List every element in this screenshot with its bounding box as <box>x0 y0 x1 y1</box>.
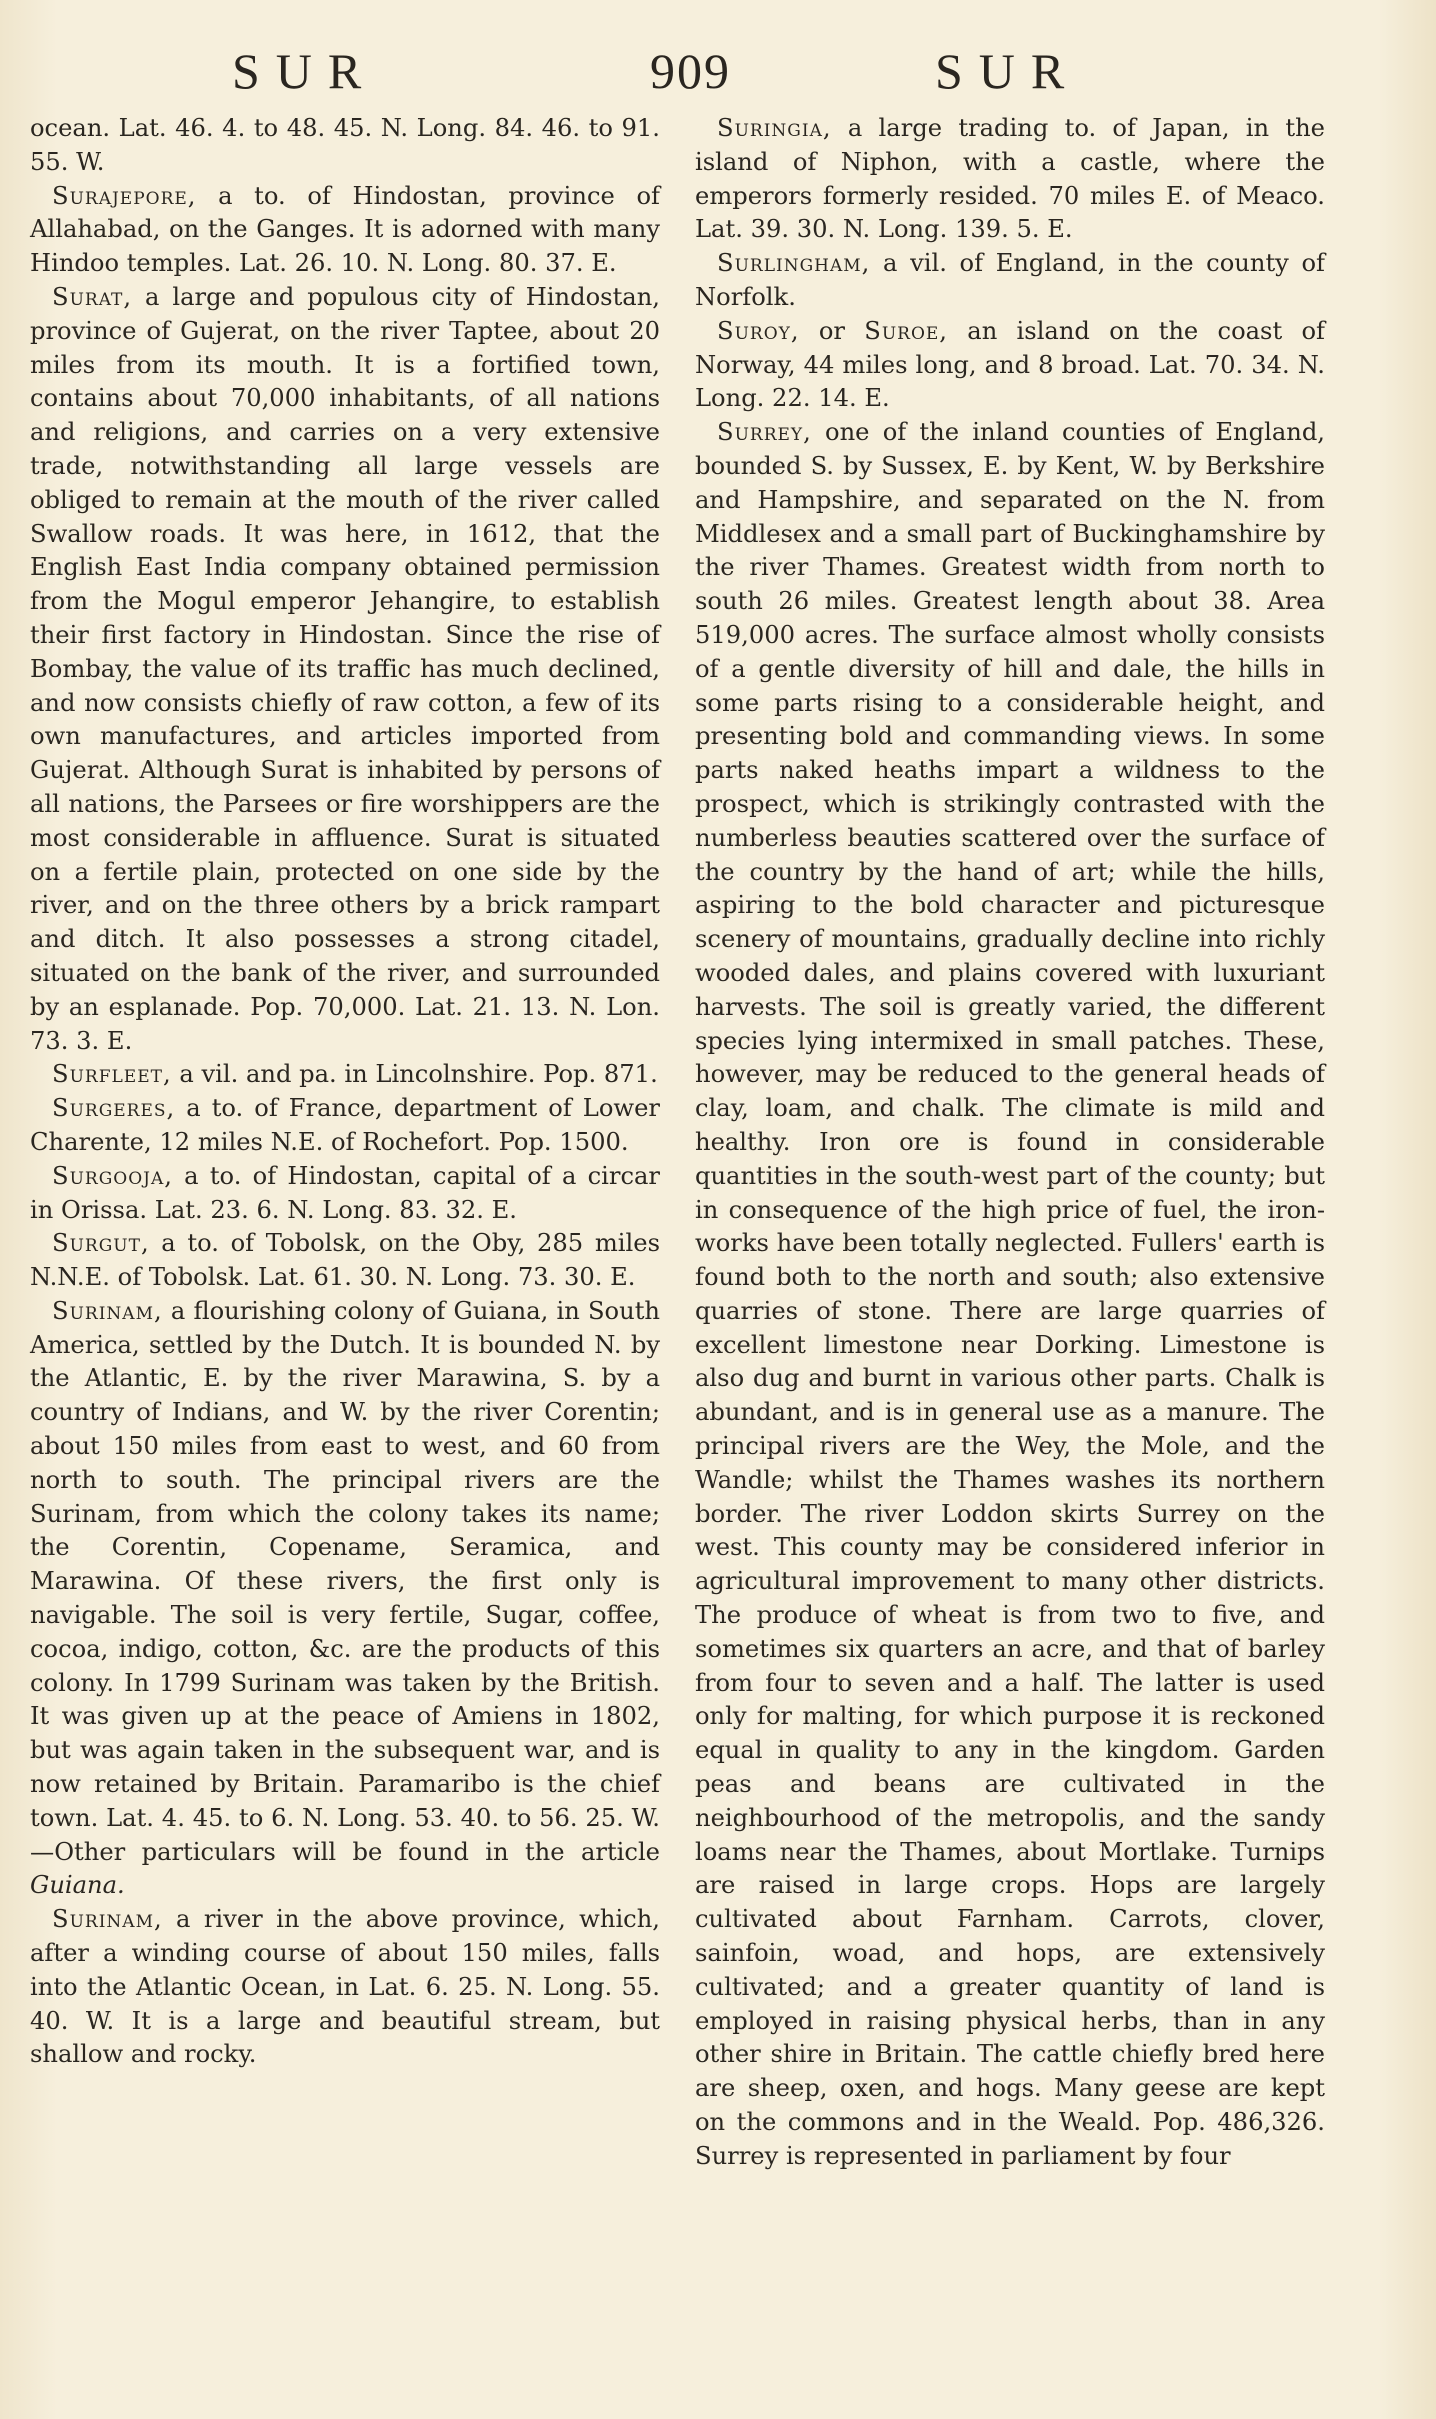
entry-text: a to. of France, department of Lower Charente, 12 miles N.E. of Rochefort. Pop. 1500. <box>30 1094 660 1156</box>
entry-text: ocean. Lat. 46. 4. to 48. 45. N. Long. 84. 46. to 91. 55. W. <box>30 114 660 176</box>
entry-headword: Suroy, <box>717 316 800 345</box>
entry-alt-headword: Suroe, <box>864 316 948 345</box>
entry-text: a vil. of England, in the county of Norfolk. <box>695 249 1325 311</box>
entry-surlingham <box>695 247 1325 315</box>
entry-text: a flourishing colony of Guiana, in South America, settled by the Dutch. It is bounded N. by the Atlantic, E. by the river Marawina, S. by a country of Indians, and W. by the river Corentin; about 150 miles from east to west, and 60 from north to south. The principal rivers are the Surinam, from which the colony takes its name; the Corentin, Copename, Seramica, and Marawina. Of these rivers, the first only is navigable. The soil is very fertile, Sugar, coffee, cocoa, indigo, cotton, &c. are the products of this colony. In 1799 Surinam was taken by the British. It was given up at the peace of Amiens in 1802, but was again taken in the subsequent war, and is now retained by Britain. Paramaribo is the chief town. Lat. 4. 45. to 6. N. Long. 53. 40. to 56. 25. W.—Other particulars will be found in the article <box>30 1296 660 1866</box>
entry-suringia <box>695 112 1325 247</box>
entry-headword: Surfleet, <box>52 1060 172 1089</box>
entry-text: one of the inland counties of England, bounded S. by Sussex, E. by Kent, W. by Berkshire and Hampshire, and separated on the N. from Middlesex and a small part of Buckinghamshire by the river Thames. Greatest width from north to south 26 miles. Greatest length about 38. Area 519,000 acres. The surface almost wholly consists of a gentle diversity of hill and dale, the hills in some parts rising to a considerable height, and presenting bold and commanding views. In some parts naked heaths impart a wildness to the prospect, which is strikingly contrasted with the numberless beauties scattered over the surface of the country by the hand of art; while the hills, aspiring to the bold character and picturesque scenery of mountains, gradually decline into richly wooded dales, and plains covered with luxuriant harvests. The soil is greatly varied, the different species lying intermixed in small patches. These, however, may be reduced to the general heads of clay, loam, and chalk. The climate is mild and healthy. Iron ore is found in considerable quantities in the south-west part of the county; but in consequence of the high price of fuel, the iron-works have been totally neglected. Fullers' earth is found both to the north and south; also extensive quarries of stone. There are large quarries of excellent limestone near Dorking. Limestone is also dug and burnt in various other parts. Chalk is abundant, and is in general use as a manure. The principal rivers are the Wey, the Mole, and the Wandle; whilst the Thames washes its northern border. The river Loddon skirts Surrey on the west. This county may be considered inferior in agricultural improvement to many other districts. The produce of wheat is from two to five, and sometimes six quarters an acre, and that of barley from four to seven and a half. The latter is used only for malting, for which purpose it is reckoned equal in quality to any in the kingdom. Garden peas and beans are cultivated in the neighbourhood of the metropolis, and the sandy loams near the Thames, about Mortlake. Turnips are raised in large crops. Hops are largely cultivated about Farnham. Carrots, clover, sainfoin, woad, and hops, are extensively cultivated; and a greater quantity of land is employed in raising physical herbs, than in any other shire in Britain. The cattle chiefly bred here are sheep, oxen, and hogs. Many geese are kept on the commons and in the Weald. Pop. 486,326. Surrey is represented in parliament by four <box>695 418 1325 2170</box>
entry-text: a to. of Tobolsk, on the Oby, 285 miles N.N.E. of Tobolsk. Lat. 61. 30. N. Long. 73. 30. E. <box>30 1229 660 1292</box>
entry-continuation <box>30 112 660 180</box>
right-column <box>695 112 1325 2174</box>
header-right-word: SUR <box>935 43 1081 99</box>
entry-headword: Suringia, <box>717 114 832 142</box>
entry-text: a to. of Hindostan, capital of a circar in Orissa. Lat. 23. 6. N. Long. 83. 32. E. <box>30 1161 660 1224</box>
entry-text: a river in the above province, which, after a winding course of about 150 miles, falls into the Atlantic Ocean, in Lat. 6. 25. N. Long. 55. 40. W. It is a large and beautiful stream, but shallow and rocky. <box>30 1905 660 2069</box>
entry-headword: Surrey, <box>717 418 812 447</box>
entry-headword: Surgooja, <box>52 1161 173 1190</box>
entry-surinam-colony <box>30 1295 660 1903</box>
entry-surgooja <box>30 1160 660 1228</box>
entry-suroy <box>695 315 1325 416</box>
entry-headword: Surat, <box>52 282 133 311</box>
entry-text: a large trading to. of Japan, in the island of Niphon, with a castle, where the emperors formerly resided. 70 miles E. of Meaco. Lat. 39. 30. N. Long. 139. 5. E. <box>695 114 1325 244</box>
entry-surgeres <box>30 1092 660 1160</box>
entry-headword: Surajepore, <box>52 181 197 210</box>
entry-headword: Surgut, <box>52 1229 150 1258</box>
running-head <box>30 42 1350 112</box>
entry-surinam-river <box>30 1903 660 2072</box>
entry-text: or <box>799 316 865 345</box>
entry-surfleet <box>30 1058 660 1092</box>
page-number: 909 <box>650 43 731 99</box>
entry-surgut <box>30 1227 660 1295</box>
entry-text: a large and populous city of Hindostan, province of Gujerat, on the river Taptee, about 20 miles from its mouth. It is a fortified town, contains about 70,000 inhabitants, of all nations and religions, and carries on a very extensive trade, notwithstanding all large vessels are obliged to remain at the mouth of the river called Swallow roads. It was here, in 1612, that the English East India company obtained permission from the Mogul emperor Jehangire, to establish their first factory in Hindostan. Since the rise of Bombay, the value of its traffic has much declined, and now consists chiefly of raw cotton, a few of its own manufactures, and articles imported from Gujerat. Although Surat is inhabited by persons of all nations, the Parsees or fire worshippers are the most considerable in affluence. Surat is situated on a fertile plain, protected on one side by the river, and on the three others by a brick rampart and ditch. It also possesses a strong citadel, situated on the bank of the river, and surrounded by an esplanade. Pop. 70,000. Lat. 21. 13. N. Lon. 73. 3. E. <box>30 282 660 1055</box>
entry-headword: Surlingham, <box>717 249 871 278</box>
entry-headword: Surgeres, <box>52 1094 176 1123</box>
entry-text: a to. of Hindostan, province of Allahabad, on the Ganges. It is adorned with many Hindoo temples. Lat. 26. 10. N. Long. 80. 37. E. <box>30 181 660 278</box>
header-left-word: SUR <box>232 43 378 99</box>
entry-headword: Surinam, <box>52 1296 163 1325</box>
entry-surajepore <box>30 180 660 281</box>
entry-surrey <box>695 416 1325 2173</box>
entry-cross-reference: Guiana. <box>30 1871 125 1900</box>
left-column <box>30 112 660 2072</box>
entry-surat <box>30 281 660 1058</box>
entry-text: a vil. and pa. in Lincolnshire. Pop. 871. <box>171 1060 658 1089</box>
entry-text: an island on the coast of Norway, 44 miles long, and 8 broad. Lat. 70. 34. N. Long. 22. 14. E. <box>695 316 1325 413</box>
entry-headword: Surinam, <box>52 1905 163 1934</box>
